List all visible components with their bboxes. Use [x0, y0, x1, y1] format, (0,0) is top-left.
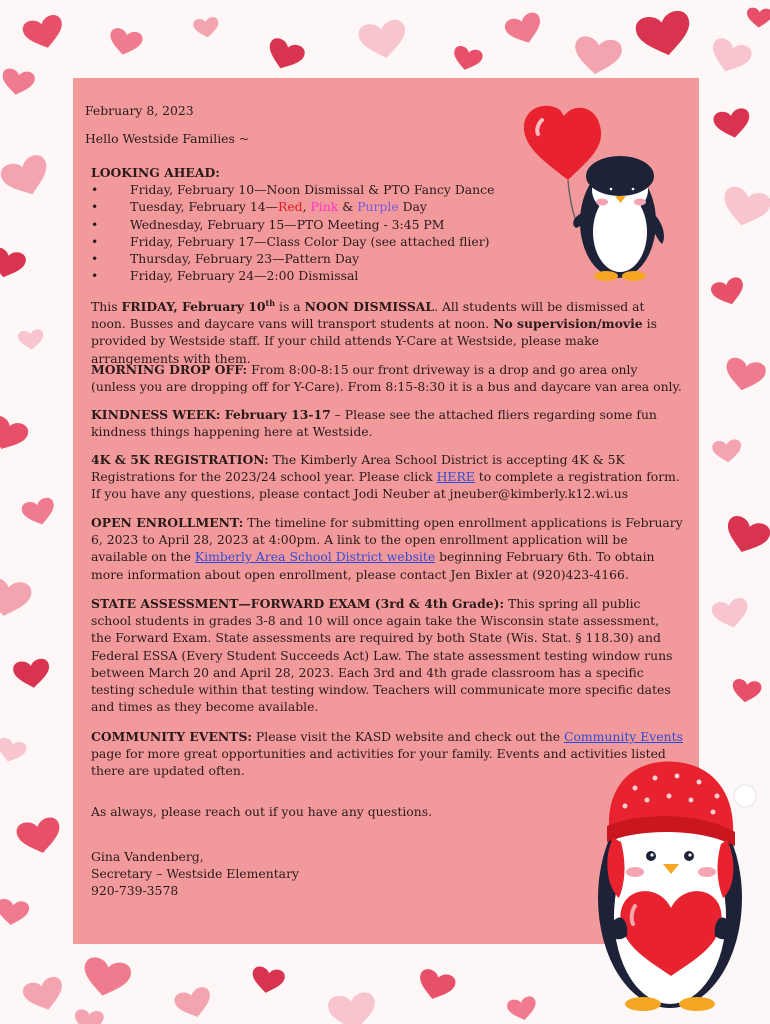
heart-icon: [357, 18, 409, 62]
heart-icon: [634, 9, 695, 61]
heart-icon: [0, 576, 33, 620]
heart-icon: [193, 16, 221, 39]
closing-line: As always, please reach out if you have any questions.: [91, 804, 433, 819]
looking-ahead-list: [91, 181, 511, 284]
heart-icon: [73, 1009, 104, 1024]
heart-icon: [21, 13, 67, 53]
looking-ahead-heading: LOOKING AHEAD:: [91, 165, 220, 180]
heart-icon: [506, 995, 539, 1023]
district-website-link[interactable]: Kimberly Area School District website: [194, 549, 436, 565]
list-item: • Tuesday, February 14—Red, Pink & Purple Day: [91, 198, 511, 215]
community-events-paragraph: COMMUNITY EVENTS: Please visit the KASD website and check out the Community Events page for more great opportunities and activities for your family. Events and activities listed there are updated often.: [91, 729, 683, 779]
signature-phone: 920-739-3578: [91, 883, 179, 899]
list-item: • Friday, February 24—2:00 Dismissal: [91, 267, 511, 284]
signature-title: Secretary – Westside Elementary: [91, 866, 299, 882]
heart-icon: [0, 413, 31, 455]
heart-icon: [250, 965, 286, 995]
heart-icon: [0, 246, 27, 282]
noon-dismissal-paragraph: This FRIDAY, February 10th is a NOON DISMISSAL. All students will be dismissed at noon. Busses and daycare vans will transport students at noon. No supervision/movie is provided by Westside staff. If your child attends Y-Care at Westside, please make arrangements with them.: [91, 297, 657, 366]
heart-icon: [451, 45, 484, 74]
list-item: • Thursday, February 23—Pattern Day: [91, 250, 511, 267]
heart-icon: [17, 329, 44, 351]
heart-icon: [709, 276, 747, 309]
heart-icon: [712, 107, 752, 141]
penguin-balloon-illustration: [518, 104, 668, 294]
heart-icon: [327, 991, 378, 1024]
greeting: Hello Westside Families ~: [85, 131, 250, 146]
penguin-hat-heart-illustration: [585, 748, 765, 1016]
heart-icon: [21, 975, 67, 1015]
heart-icon: [415, 967, 457, 1004]
purple-text: Purple: [357, 199, 399, 215]
heart-icon: [264, 36, 307, 74]
open-enrollment-paragraph: OPEN ENROLLMENT: The timeline for submitting open enrollment applications is February 6, 2023 to April 28, 2023 at 4:00pm. A link to the open enrollment application will be available on the Kimberly Area School District website beginning February 6th. To obtain more information about open enrollment, please contact Jen Bixler at (920)423-4166.: [91, 515, 683, 582]
list-item: • Friday, February 10—Noon Dismissal & PTO Fancy Dance: [91, 181, 511, 198]
heart-icon: [718, 185, 770, 231]
heart-icon: [746, 7, 770, 28]
heart-icon: [707, 36, 754, 77]
registration-link[interactable]: HERE: [436, 469, 475, 485]
red-text: Red: [277, 199, 303, 215]
community-events-link[interactable]: Community Events: [563, 729, 683, 744]
looking-ahead-section: [91, 164, 511, 284]
list-item: • Friday, February 17—Class Color Day (see attached flier): [91, 233, 511, 250]
heart-icon: [15, 816, 64, 858]
open-enrollment-heading: OPEN ENROLLMENT:: [91, 515, 244, 530]
state-assessment-paragraph: STATE ASSESSMENT—FORWARD EXAM (3rd & 4th Grade): This spring all public school students in grades 3-8 and 10 will once again take the Wisconsin state assessment, the Forward Exam. State assessments are required by both State (Wis. Stat. § 118.30) and Federal ESSA (Every Student Succeeds Act) Law. The state assessment testing window runs between March 20 and April 28, 2023. Each 3rd and 4th grade classroom has a specific testing schedule within that testing window. Teachers will communicate more specific dates and times as they become available.: [91, 596, 673, 715]
heart-icon: [12, 658, 52, 691]
community-events-heading: COMMUNITY EVENTS:: [91, 729, 252, 744]
heart-icon: [721, 514, 770, 559]
heart-icon: [107, 27, 144, 58]
state-assessment-heading: STATE ASSESSMENT—FORWARD EXAM (3rd & 4th Grade):: [91, 596, 505, 611]
heart-icon: [80, 955, 133, 1000]
heart-icon: [173, 985, 215, 1022]
kindness-week-paragraph: KINDNESS WEEK: February 13-17 – Please see the attached fliers regarding some fun kindness things happening here at Westside.: [91, 407, 657, 440]
kindness-week-heading: KINDNESS WEEK: February 13-17: [91, 407, 331, 422]
heart-icon: [722, 356, 767, 394]
heart-icon: [503, 11, 546, 49]
pink-text: Pink: [310, 199, 339, 215]
heart-icon: [0, 736, 28, 765]
heart-icon: [0, 152, 54, 202]
heart-icon: [0, 898, 30, 927]
signature-name: Gina Vandenberg,: [91, 849, 204, 864]
heart-icon: [731, 678, 763, 704]
list-item: • Wednesday, February 15—PTO Meeting - 3:45 PM: [91, 216, 511, 233]
heart-icon: [20, 496, 57, 528]
heart-icon: [712, 439, 743, 464]
heart-icon: [0, 67, 36, 97]
heart-icon: [710, 596, 751, 631]
morning-drop-off-paragraph: MORNING DROP OFF: From 8:00-8:15 our front driveway is a drop and go area only (unless you are dropping off for Y-Care). From 8:15-8:30 it is a bus and daycare van area only.: [91, 362, 682, 395]
registration-paragraph: 4K & 5K REGISTRATION: The Kimberly Area School District is accepting 4K & 5K Registrations for the 2023/24 school year. Please click HERE to complete a registration form. If you have any questions, please contact Jodi Neuber at jneuber@kimberly.k12.wi.us: [91, 452, 680, 502]
letter-date: February 8, 2023: [85, 103, 194, 118]
registration-heading: 4K & 5K REGISTRATION:: [91, 452, 269, 467]
morning-drop-off-heading: MORNING DROP OFF:: [91, 362, 248, 377]
heart-icon: [572, 35, 623, 77]
